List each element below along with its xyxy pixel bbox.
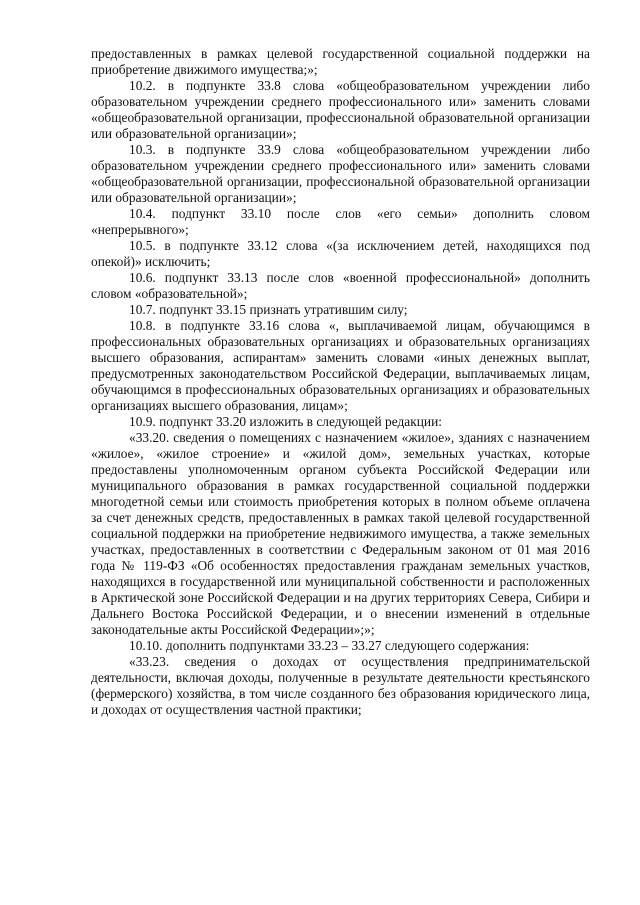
paragraph-continuation: предоставленных в рамках целевой государственной социальной поддержки на приобретение движимого имущества;»; [91, 46, 590, 77]
paragraph-10-2: 10.2. в подпункте 33.8 слова «общеобразовательном учреждении либо образовательном учреждении среднего профессионального или» заменить словами «общеобразовательной организации, профессиональной образовательной организации или образовательной организации»; [91, 78, 590, 141]
document-body [91, 46, 590, 718]
paragraph-10-4: 10.4. подпункт 33.10 после слов «его семьи» дополнить словом «непрерывного»; [91, 206, 590, 237]
paragraph-33-20: «33.20. сведения о помещениях с назначением «жилое», зданиях с назначением «жилое», «жилое строение» и «жилой дом», земельных участках, которые предоставлены уполномоченным органом субъекта Российской Федерации или муниципального образования в рамках государственной социальной поддержки многодетной семьи или стоимость приобретения которых в полном объеме оплачена за счет денежных средств, предоставленных в рамках такой целевой государственной социальной поддержки на приобретение недвижимого имущества, а также земельных участках, предоставленных в соответствии с Федеральным законом от 01 мая 2016 года № 119-ФЗ «Об особенностях предоставления гражданам земельных участков, находящихся в государственной или муниципальной собственности и расположенных в Арктической зоне Российской Федерации и на других территориях Севера, Сибири и Дальнего Востока Российской Федерации, и о внесении изменений в отдельные законодательные акты Российской Федерации»;»; [91, 430, 590, 637]
paragraph-10-7: 10.7. подпункт 33.15 признать утратившим силу; [129, 302, 408, 317]
paragraph-10-8: 10.8. в подпункте 33.16 слова «, выплачиваемой лицам, обучающимся в профессиональных образовательных организациях и образовательных организациях высшего образования, аспирантам» заменить словами «иных денежных выплат, предусмотренных законодательством Российской Федерации, выплачиваемых лицам, обучающимся в профессиональных образовательных организациях и образовательных организациях высшего образования, лицам»; [91, 318, 590, 413]
paragraph-33-23: «33.23. сведения о доходах от осуществления предпринимательской деятельности, включая доходы, полученные в результате деятельности крестьянского (фермерского) хозяйства, в том числе созданного без образования юридического лица, и доходах от осуществления частной практики; [91, 654, 590, 717]
paragraph-10-10: 10.10. дополнить подпунктами 33.23 – 33.27 следующего содержания: [129, 638, 530, 653]
paragraph-10-5: 10.5. в подпункте 33.12 слова «(за исключением детей, находящихся под опекой)» исключить; [91, 238, 590, 269]
paragraph-10-9: 10.9. подпункт 33.20 изложить в следующей редакции: [129, 414, 442, 429]
paragraph-10-3: 10.3. в подпункте 33.9 слова «общеобразовательном учреждении либо образовательном учреждении среднего профессионального или» заменить словами «общеобразовательной организации, профессиональной образовательной организации или образовательной организации»; [91, 142, 590, 205]
paragraph-10-6: 10.6. подпункт 33.13 после слов «военной профессиональной» дополнить словом «образовательной»; [91, 270, 590, 301]
